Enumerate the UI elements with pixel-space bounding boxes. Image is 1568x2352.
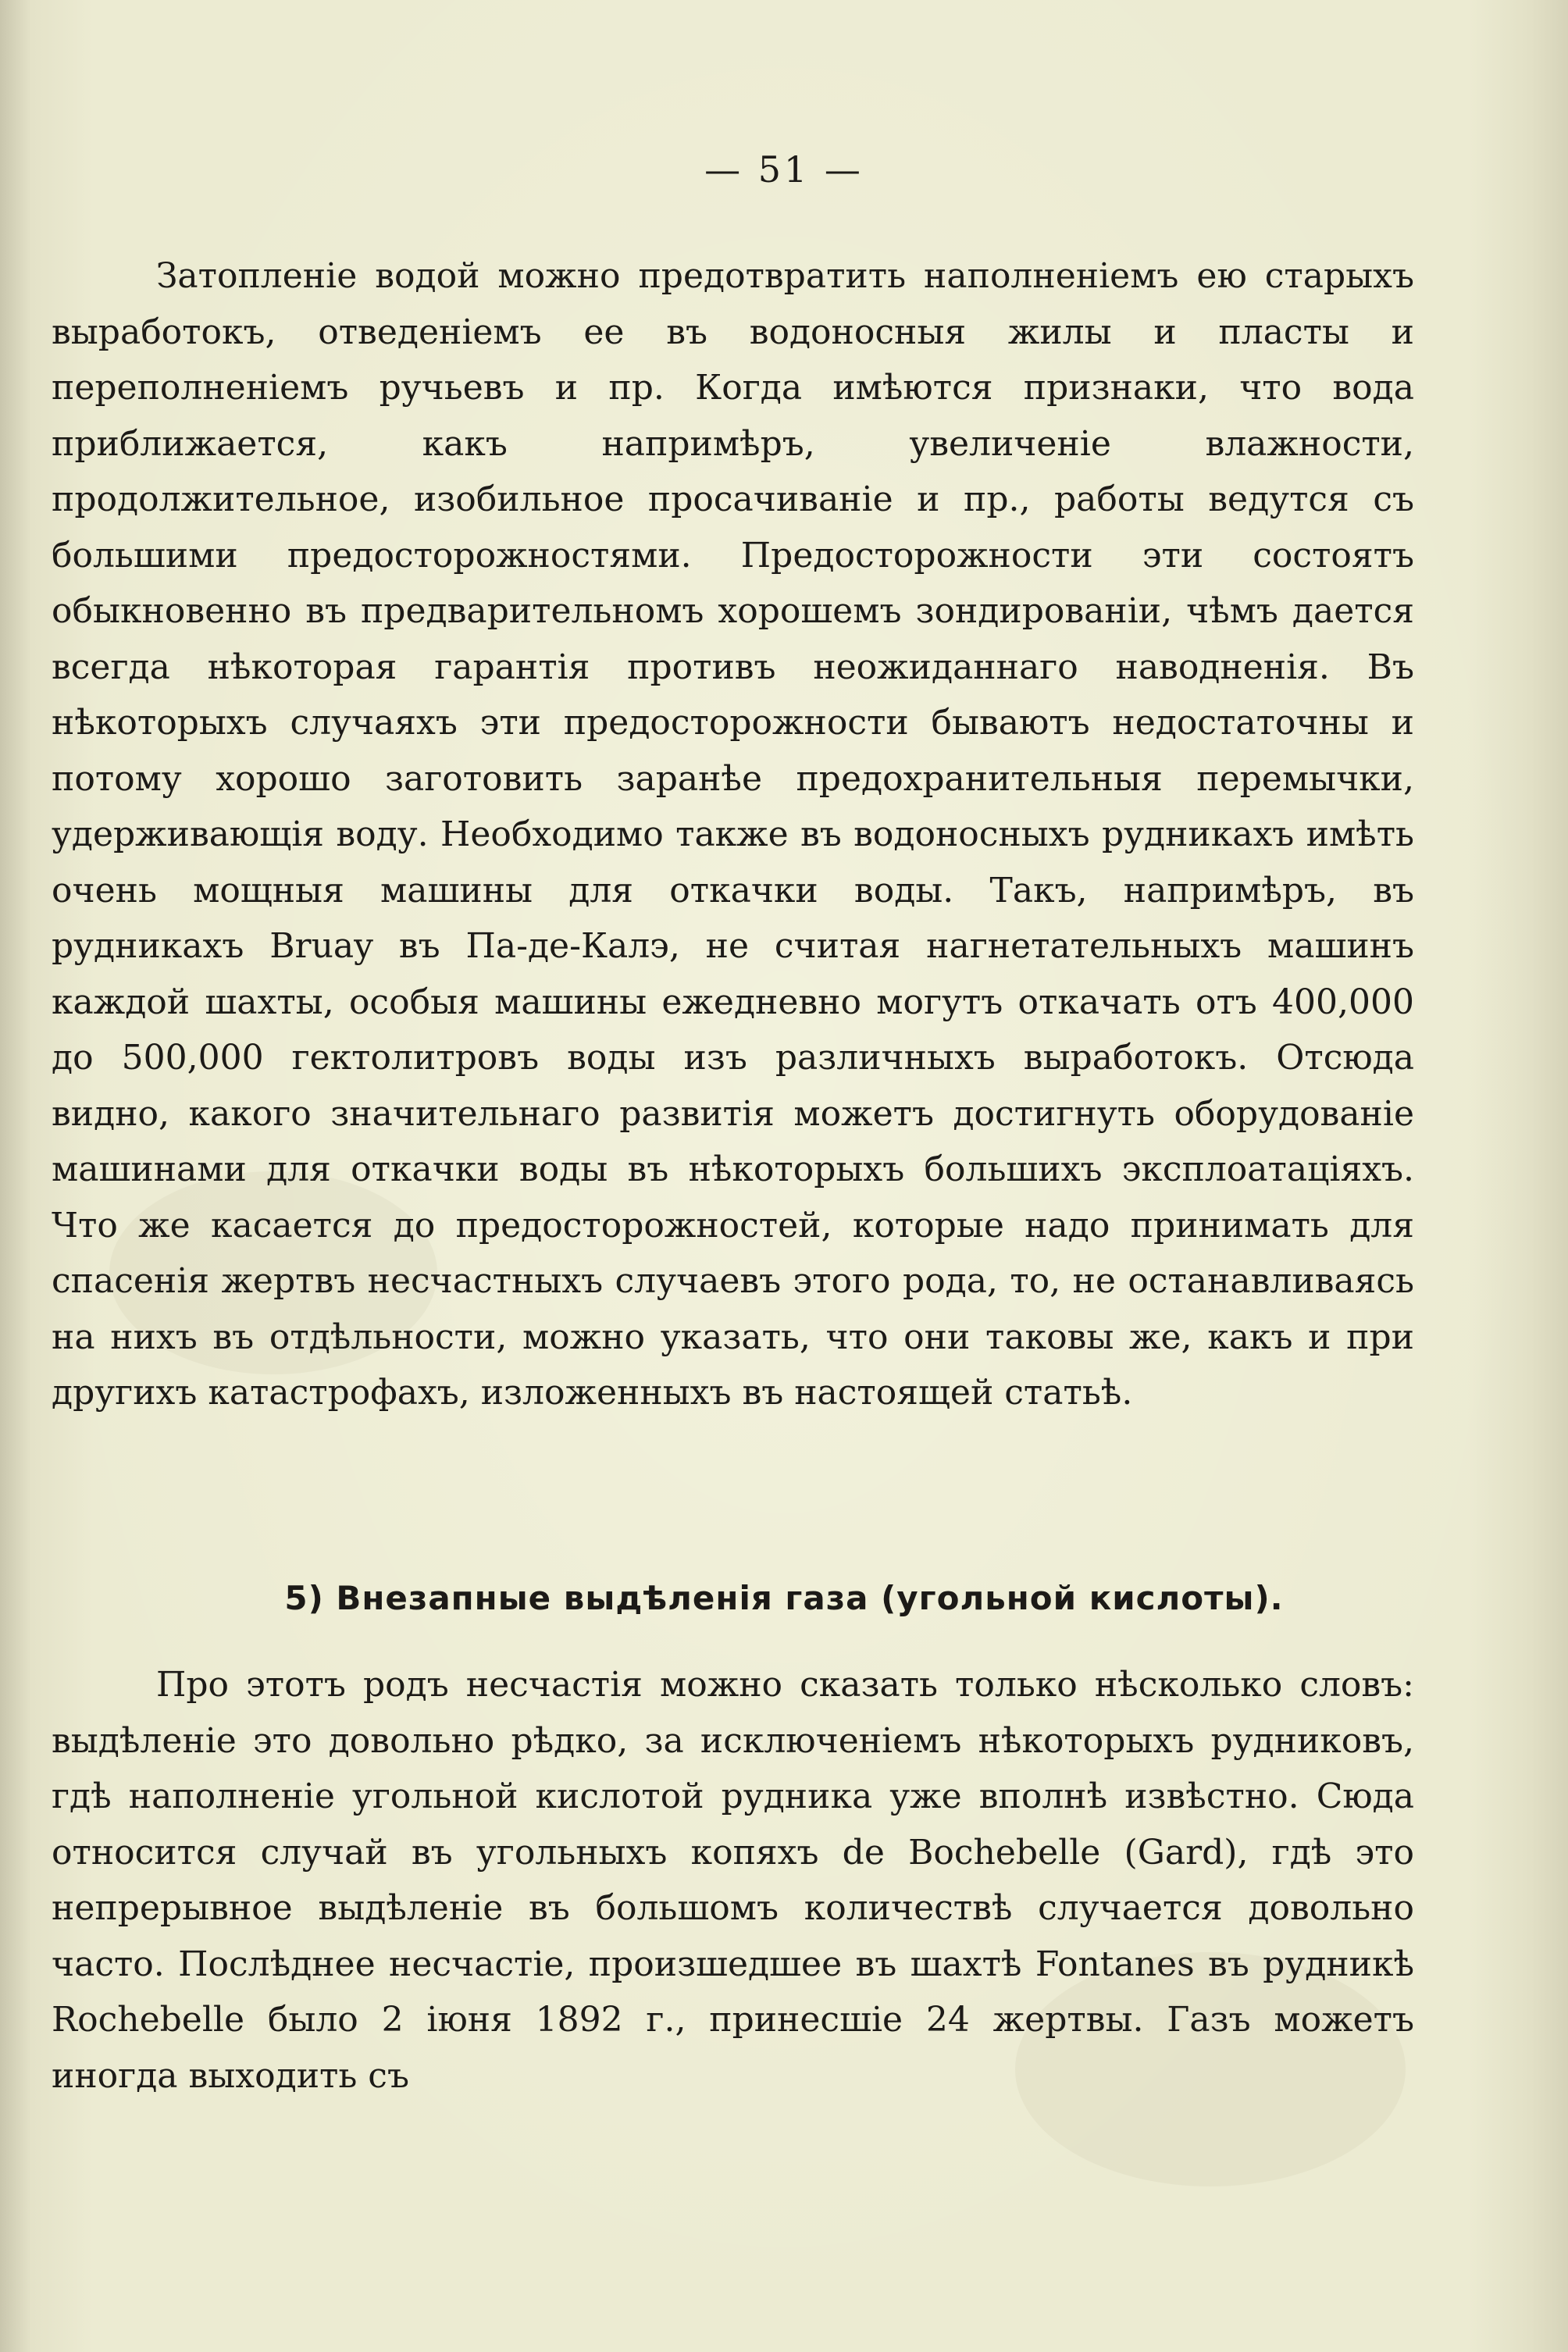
page-number: — 51 — xyxy=(704,148,864,191)
paragraph-flooding-precautions: Затопленіе водой можно предотвратить наполненіемъ ею старыхъ выработокъ, отведеніемъ ее въ водоносныя жилы и пласты и переполненіемъ ручьевъ и пр. Когда имѣются признаки, что вода приближается, какъ напримѣръ, увеличеніе влажности, продолжительное, изобильное просачиваніе и пр., работы ведутся съ большими предосторожностями. Предосторожности эти состоятъ обыкновенно въ предварительномъ хорошемъ зондированіи, чѣмъ дается всегда нѣкоторая гарантія противъ неожиданнаго наводненія. Въ нѣкоторыхъ случаяхъ эти предосторожности бываютъ недостаточны и потому хорошо заготовить заранѣе предохранительныя перемычки, удерживающія воду. Необходимо также въ водоносныхъ рудникахъ имѣть очень мощныя машины для откачки воды. Такъ, напримѣръ, въ рудникахъ Bruay въ Па-де-Калэ, не считая нагнетательныхъ машинъ каждой шахты, особыя машины ежедневно могутъ откачать отъ 400,000 до 500,000 гектолитровъ воды изъ различныхъ выработокъ. Отсюда видно, какого значительнаго развитія можетъ достигнуть оборудованіе машинами для откачки воды въ нѣкоторыхъ большихъ эксплоатаціяхъ. Что же касается до предосторожностей, которые надо принимать для спасенія жертвъ несчастныхъ случаевъ этого рода, то, не останавливаясь на нихъ въ отдѣльности, можно указать, что они таковы же, какъ и при другихъ катастрофахъ, изложенныхъ въ настоящей статьѣ. xyxy=(52,256,1414,1413)
section-text-block xyxy=(52,1657,1414,2104)
paragraph-gas-outbursts: Про этотъ родъ несчастія можно сказать только нѣсколько словъ: выдѣленіе это довольно рѣдко, за исключеніемъ нѣкоторыхъ рудниковъ, гдѣ наполненіе угольной кислотой рудника уже вполнѣ извѣстно. Сюда относится случай въ угольныхъ копяхъ de Bochebelle (Gard), гдѣ это непрерывное выдѣленіе въ большомъ количествѣ случается довольно часто. Послѣднее несчастіе, произшедшее въ шахтѣ Fontanes въ рудникѣ Rochebelle было 2 іюня 1892 г., принесшіе 24 жертвы. Газъ можетъ иногда выходить съ xyxy=(52,1665,1414,2096)
section-heading: 5) Внезапные выдѣленія газа (угольной кислоты). xyxy=(284,1579,1284,1617)
main-text-block xyxy=(52,248,1414,1421)
